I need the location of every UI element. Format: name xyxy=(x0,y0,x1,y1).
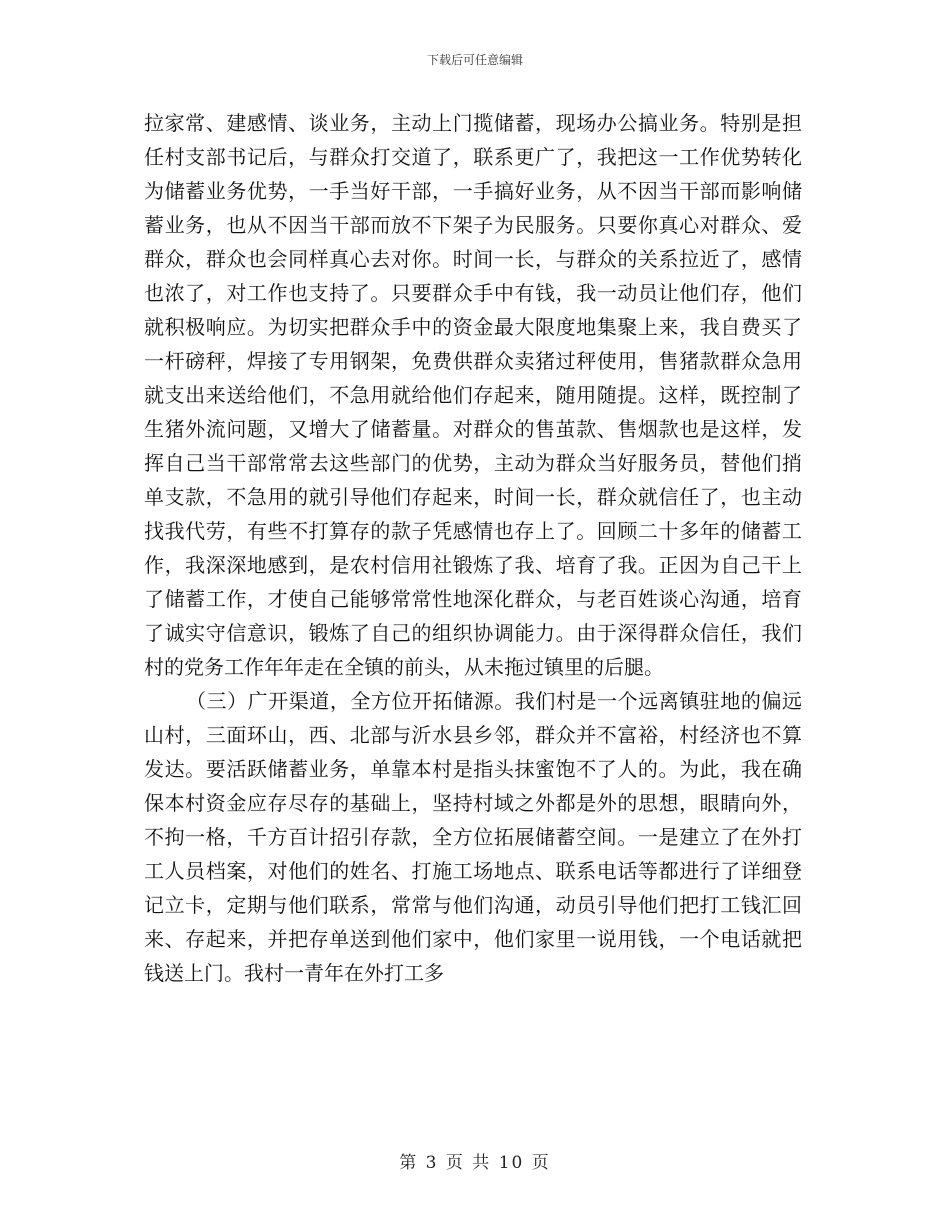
page-number: 第 3 页 共 10 页 xyxy=(399,1153,551,1173)
document-body xyxy=(144,106,802,990)
paragraph-1: 拉家常、建感情、谈业务，主动上门揽储蓄，现场办公搞业务。特别是担任村支部书记后，与群众打交道了，联系更广了，我把这一工作优势转化为储蓄业务优势，一手当好干部，一手搞好业务，从不因当干部而影响储蓄业务，也从不因当干部而放不下架子为民服务。只要你真心对群众、爱群众，群众也会同样真心去对你。时间一长，与群众的关系拉近了，感情也浓了，对工作也支持了。只要群众手中有钱，我一动员让他们存，他们就积极响应。为切实把群众手中的资金最大限度地集聚上来，我自费买了一杆磅秤，焊接了专用钢架，免费供群众卖猪过秤使用，售猪款群众急用就支出来送给他们，不急用就给他们存起来，随用随提。这样，既控制了生猪外流问题，又增大了储蓄量。对群众的售茧款、售烟款也是这样，发挥自己当干部常常去这些部门的优势，主动为群众当好服务员，替他们捎单支款，不急用的就引导他们存起来，时间一长，群众就信任了，也主动找我代劳，有些不打算存的款子凭感情也存上了。回顾二十多年的储蓄工作，我深深地感到，是农村信用社锻炼了我、培育了我。正因为自己干上了储蓄工作，才使自己能够常常性地深化群众，与老百姓谈心沟通，培育了诚实守信意识，锻炼了自己的组织协调能力。由于深得群众信任，我们村的党务工作年年走在全镇的前头，从未拖过镇里的后腿。 xyxy=(144,111,802,679)
page-header: 下载后可任意编辑 xyxy=(426,53,523,67)
paragraph-2: （三）广开渠道，全方位开拓储源。我们村是一个远离镇驻地的偏远山村，三面环山，西、北部与沂水县乡邻，群众并不富裕，村经济也不算发达。要活跃储蓄业务，单靠本村是指头抹蜜饱不了人的。为此，我在确保本村资金应存尽存的基础上，坚持村域之外都是外的思想，眼睛向外，不拘一格，千方百计招引存款，全方位拓展储蓄空间。一是建立了在外打工人员档案，对他们的姓名、打施工场地点、联系电话等都进行了详细登记立卡，定期与他们联系，常常与他们沟通，动员引导他们把打工钱汇回来、存起来，并把存单送到他们家中，他们家里一说用钱，一个电话就把钱送上门。我村一青年在外打工多 xyxy=(144,689,802,985)
